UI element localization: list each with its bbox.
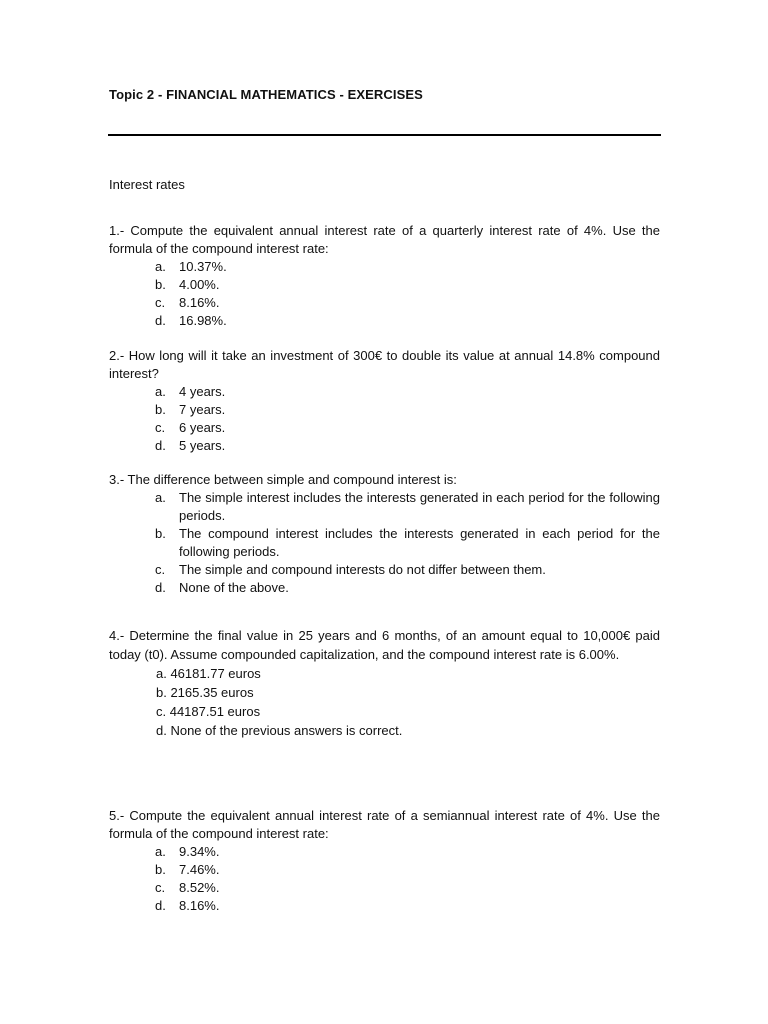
option [109,843,660,861]
option-label: c. [155,295,166,310]
option-text: None of the above. [179,580,289,595]
section-heading: Interest rates [109,177,185,192]
option-label: b. [155,277,166,292]
title-divider [108,134,661,136]
option-label: a. [155,490,166,505]
option-label: d. [155,313,166,328]
question-4 [109,626,660,740]
option [109,276,660,294]
option [109,897,660,915]
option-text: 16.98%. [179,313,227,328]
option-text: 8.16%. [179,295,220,310]
option [109,419,660,437]
option-list [109,383,660,455]
option-text: 7.46%. [179,862,220,877]
option-text: 5 years. [179,438,226,453]
option-label: b. [155,526,166,541]
page-title: Topic 2 - FINANCIAL MATHEMATICS - EXERCISES [109,87,423,102]
option [109,401,660,419]
option-text: 10.37%. [179,259,227,274]
question-text: 3.- The difference between simple and compound interest is: [109,472,457,487]
option [109,861,660,879]
option-label: b. [155,862,166,877]
option [109,294,660,312]
option: b. 2165.35 euros [156,685,254,700]
question-text: 1.- Compute the equivalent annual interest rate of a quarterly interest rate of 4%. Use the formula of the compound interest rate: [109,223,660,256]
option-text: 8.52%. [179,880,220,895]
option-text: 9.34%. [179,844,220,859]
option-text: The simple interest includes the interests generated in each period for the following periods. [179,490,660,523]
question-text: 4.- Determine the final value in 25 years and 6 months, of an amount equal to 10,000€ paid today (t0). Assume compounded capitalization, and the compound interest rate is 6.00%. [109,628,660,662]
question-5 [109,807,660,915]
option [109,383,660,401]
option-label: b. [155,402,166,417]
option-text: 4.00%. [179,277,220,292]
option-label: c. [155,562,166,577]
option [109,879,660,897]
option-text: 6 years. [179,420,226,435]
option [109,437,660,455]
question-3 [109,471,660,597]
option-label: a. [155,384,166,399]
option-list [109,258,660,330]
option [109,579,660,597]
option: c. 44187.51 euros [156,704,261,719]
option-text: 8.16%. [179,898,220,913]
option [109,561,660,579]
option-list [109,489,660,597]
option-list [109,843,660,915]
option-list [109,664,660,740]
option-label: d. [155,580,166,595]
option: d. None of the previous answers is correct. [156,723,403,738]
option-label: c. [155,880,166,895]
option-label: d. [155,898,166,913]
option-text: 7 years. [179,402,226,417]
question-1 [109,222,660,330]
option-label: a. [155,259,166,274]
question-2 [109,347,660,455]
question-text: 5.- Compute the equivalent annual interest rate of a semiannual interest rate of 4%. Use the formula of the compound interest rate: [109,808,660,841]
option-label: c. [155,420,166,435]
option [109,312,660,330]
option-text: The simple and compound interests do not differ between them. [179,562,546,577]
option-text: 4 years. [179,384,226,399]
option-text: The compound interest includes the interests generated in each period for the following periods. [179,526,660,559]
option [109,489,660,525]
option [109,525,660,561]
option-label: a. [155,844,166,859]
option-label: d. [155,438,166,453]
question-text: 2.- How long will it take an investment of 300€ to double its value at annual 14.8% compound interest? [109,348,660,381]
option: a. 46181.77 euros [156,666,261,681]
option [109,258,660,276]
